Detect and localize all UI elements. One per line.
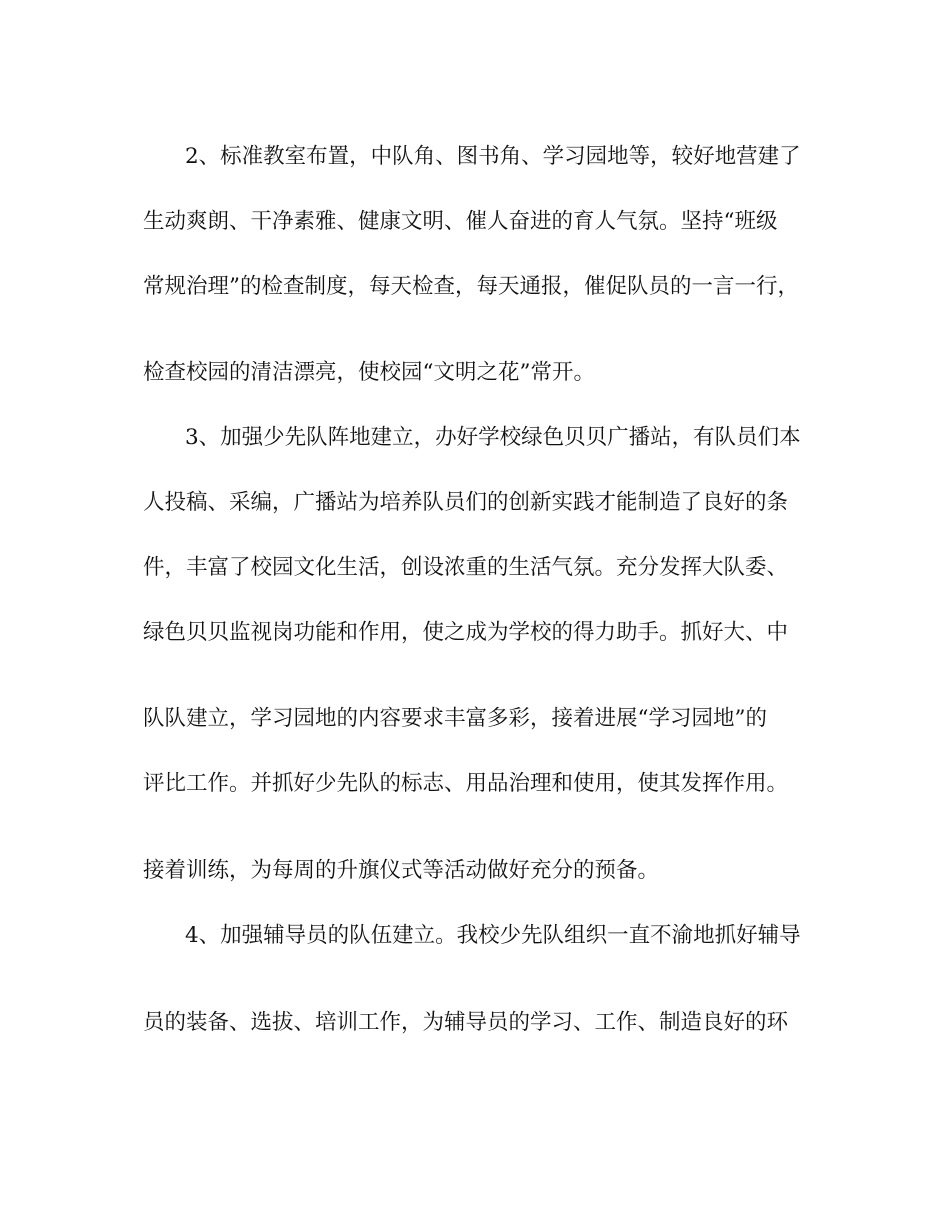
paragraph-3-line-2: 人投稿、采编，广播站为培养队员们的创新实践才能制造了良好的条 <box>143 490 789 515</box>
paragraph-3-line-1: 3、加强少先队阵地建立，办好学校绿色贝贝广播站，有队员们本 <box>185 425 801 450</box>
paragraph-3-line-6: 评比工作。并抓好少先队的标志、用品治理和使用，使其发挥作用。 <box>143 771 789 796</box>
paragraph-3-line-5: 队队建立，学习园地的内容要求丰富多彩，接着进展“学习园地”的 <box>143 706 767 731</box>
paragraph-2-line-2: 生动爽朗、干净素雅、健康文明、催人奋进的育人气氛。坚持“班级 <box>143 209 778 234</box>
paragraph-2-line-3: 常规治理”的检查制度，每天检查，每天通报，催促队员的一言一行， <box>143 274 799 299</box>
paragraph-2-line-4: 检查校园的清洁漂亮，使校园“文明之花”常开。 <box>143 360 595 385</box>
paragraph-3-line-4: 绿色贝贝监视岗功能和作用，使之成为学校的得力助手。抓好大、中 <box>143 620 789 645</box>
paragraph-3-line-7: 接着训练，为每周的升旗仪式等活动做好充分的预备。 <box>143 858 660 883</box>
paragraph-4-line-1: 4、加强辅导员的队伍建立。我校少先队组织一直不渝地抓好辅导 <box>185 923 801 948</box>
paragraph-3-line-3: 件，丰富了校园文化生活，创设浓重的生活气氛。充分发挥大队委、 <box>143 555 789 580</box>
paragraph-4-line-2: 员的装备、选拔、培训工作，为辅导员的学习、工作、制造良好的环 <box>143 1010 789 1035</box>
paragraph-2-line-1: 2、标准教室布置，中队角、图书角、学习园地等，较好地营建了 <box>185 144 801 169</box>
